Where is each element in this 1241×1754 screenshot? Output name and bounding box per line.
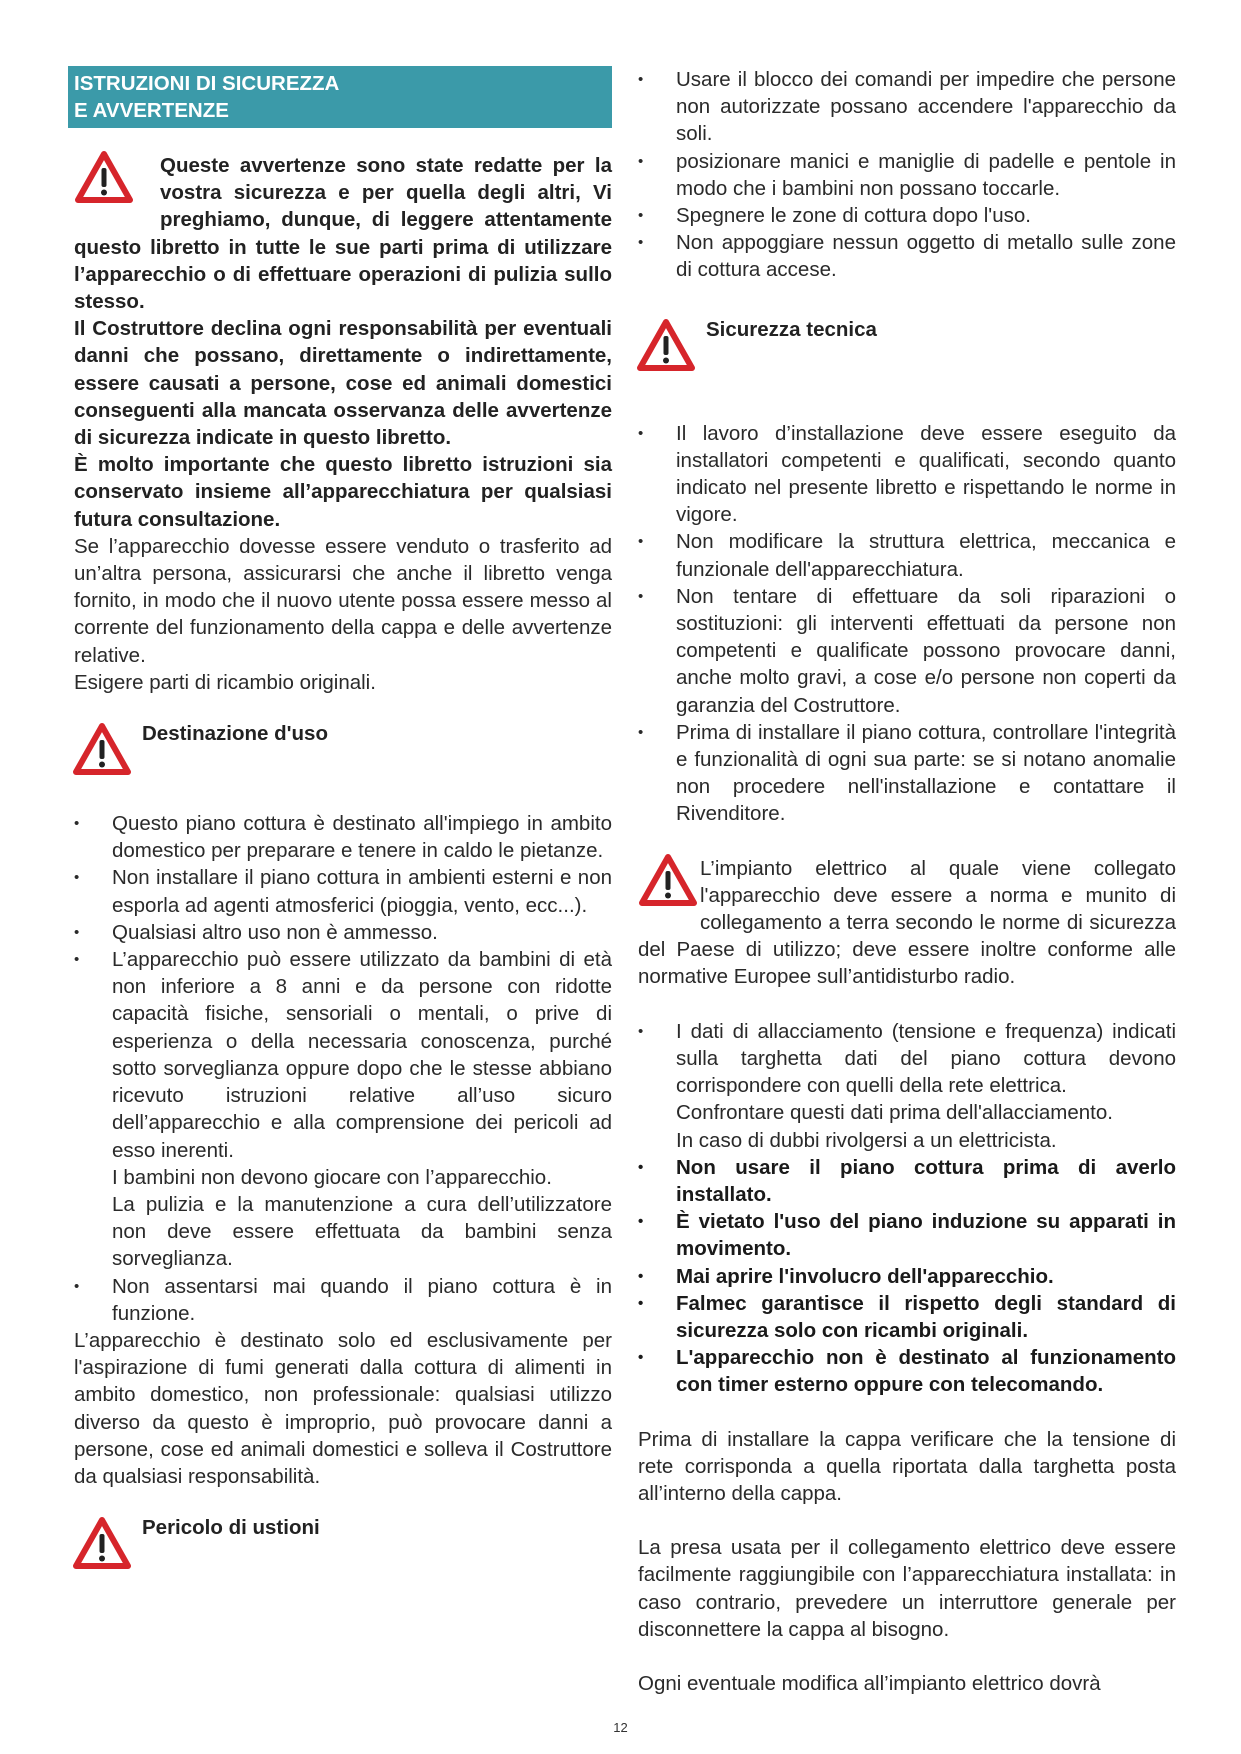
section-title-line1: ISTRUZIONI DI SICUREZZA bbox=[74, 72, 340, 95]
spacer bbox=[638, 1643, 1176, 1670]
paragraph-tensione: Prima di installare la cappa verificare che la tensione di rete corrisponda a quella riportata dalla targhetta posta all’interno della cappa. bbox=[638, 1427, 1176, 1505]
tecnica-heading-row bbox=[638, 318, 1176, 378]
tecnica-heading: Sicurezza tecnica bbox=[706, 317, 877, 341]
list-item: • Mai aprire l'involucro dell'apparecchio. bbox=[638, 1263, 1176, 1290]
paragraph-presa: La presa usata per il collegamento elettrico deve essere facilmente raggiungibile con l’apparecchiatura installata: in caso contrario, prevedere un interruttore generale per disconnettere la cappa al bisogno. bbox=[638, 1536, 1176, 1641]
warning-triangle-icon bbox=[72, 1516, 142, 1576]
dati-sub-1: Confrontare questi dati prima dell'allacciamento. bbox=[676, 1101, 1113, 1125]
right-column bbox=[638, 66, 1176, 1697]
intro-normal-2: Esigere parti di ricambio originali. bbox=[74, 670, 376, 694]
list-item: • Non usare il piano cottura prima di averlo installato. bbox=[638, 1154, 1176, 1208]
intro-warning bbox=[74, 152, 612, 696]
warning-triangle-icon bbox=[636, 318, 706, 378]
warning-triangle-icon bbox=[72, 722, 142, 782]
dati-list bbox=[638, 1018, 1176, 1100]
spacer bbox=[638, 828, 1176, 855]
paragraph-modifica: Ogni eventuale modifica all’impianto elettrico dovrà bbox=[638, 1671, 1101, 1695]
list-item: • Questo piano cottura è destinato all'impiego in ambito domestico per preparare e tenere in caldo le pietanze. bbox=[74, 810, 612, 864]
page-number: 12 bbox=[613, 1720, 628, 1735]
list-item: • Il lavoro d’installazione deve essere eseguito da installatori competenti e qualificati, secondo quanto indicato nel presente libretto e rispettando le norme in vigore. bbox=[638, 420, 1176, 529]
list-item: • Non assentarsi mai quando il piano cottura è in funzione. bbox=[74, 1273, 612, 1327]
destinazione-heading-row bbox=[74, 722, 612, 782]
list-item: • posizionare manici e maniglie di padelle e pentole in modo che i bambini non possano toccarle. bbox=[638, 148, 1176, 202]
spacer bbox=[638, 991, 1176, 1018]
destinazione-closing: L’apparecchio è destinato solo ed esclusivamente per l'aspirazione di fumi generati dalla cottura di alimenti in ambito domestico, non professionale: qualsiasi utilizzo diverso da questo è improprio, può provocare danni a persone, cose ed animali domestici e solleva il Costruttore da qualsiasi responsabilità. bbox=[74, 1328, 612, 1488]
list-item: • Non modificare la struttura elettrica, meccanica e funzionale dell'apparecchiatura. bbox=[638, 528, 1176, 582]
list-item: • Usare il blocco dei comandi per impedire che persone non autorizzate possano accendere l'apparecchio da soli. bbox=[638, 66, 1176, 148]
ustioni-heading-row bbox=[74, 1516, 612, 1576]
impianto-warning bbox=[638, 855, 1176, 991]
list-item: • Prima di installare il piano cottura, controllare l'integrità e funzionalità di ogni sua parte: se si notano anomalie non procedere nell'installazione e contattare il Rivenditore. bbox=[638, 719, 1176, 828]
list-item: • Non appoggiare nessun oggetto di metallo sulle zone di cottura accese. bbox=[638, 229, 1176, 283]
intro-bold-2: Il Costruttore declina ogni responsabilità per eventuali danni che possano, direttamente o indirettamente, essere causati a persone, cose ed animali domestici conseguenti alla mancata osservanza delle avvertenze di sicurezza indicate in questo libretto. bbox=[74, 317, 612, 450]
list-item: • Falmec garantisce il rispetto degli standard di sicurezza solo con ricambi originali. bbox=[638, 1290, 1176, 1344]
list-item: • Non installare il piano cottura in ambienti esterni e non esporla ad agenti atmosferici (pioggia, vento, ecc...). bbox=[74, 864, 612, 918]
intro-bold-1: Queste avvertenze sono state redatte per la vostra sicurezza e per quella degli altri, Vi preghiamo, dunque, di leggere attentamente questo libretto in tutte le sue parti prima di utilizzare l’apparecchio o di effettuare operazioni di pulizia sullo stesso. bbox=[74, 154, 612, 314]
destinazione-list bbox=[74, 810, 612, 1164]
list-item: • Non tentare di effettuare da soli riparazioni o sostituzioni: gli interventi effettuati da persone non competenti e qualificate possono provocare danni, anche molto gravi, a cose e/o persone non coperti da garanzia del Costruttore. bbox=[638, 583, 1176, 719]
list-item: • I dati di allacciamento (tensione e frequenza) indicati sulla targhetta dati del piano cottura devono corrispondere con quelli della rete elettrica. bbox=[638, 1018, 1176, 1100]
intro-bold-3: È molto importante che questo libretto istruzioni sia conservato insieme all’apparecchiatura per qualsiasi futura consultazione. bbox=[74, 453, 612, 531]
right-top-list bbox=[638, 66, 1176, 284]
list-item: • Spegnere le zone di cottura dopo l'uso. bbox=[638, 202, 1176, 229]
section-title-line2: E AVVERTENZE bbox=[74, 99, 229, 122]
destinazione-heading: Destinazione d'uso bbox=[142, 722, 328, 746]
warning-triangle-icon bbox=[638, 853, 688, 913]
destinazione-list-2 bbox=[74, 1273, 612, 1327]
warning-triangle-icon bbox=[74, 150, 144, 210]
impianto-text: L’impianto elettrico al quale viene collegato l'apparecchio deve essere a norma e munito di collegamento a terra secondo le norme di sicurezza del Paese di utilizzo; deve essere inoltre conforme alle normative Europee sull’antidisturbo radio. bbox=[638, 856, 1176, 989]
strong-list bbox=[638, 1154, 1176, 1399]
destinazione-sub-1: I bambini non devono giocare con l’apparecchio. bbox=[112, 1165, 552, 1189]
dati-sub-2: In caso di dubbi rivolgersi a un elettricista. bbox=[676, 1128, 1057, 1152]
ustioni-heading: Pericolo di ustioni bbox=[142, 1516, 320, 1540]
left-column bbox=[74, 66, 612, 1604]
intro-normal-1: Se l’apparecchio dovesse essere venduto o trasferito ad un’altra persona, assicurarsi che anche il libretto venga fornito, in modo che il nuovo utente possa essere messo al corrente del funzionamento della cappa e delle avvertenze relative. bbox=[74, 534, 612, 667]
list-item: • Qualsiasi altro uso non è ammesso. bbox=[74, 919, 612, 946]
destinazione-sub-2: La pulizia e la manutenzione a cura dell’utilizzatore non deve essere effettuata da bambini senza sorveglianza. bbox=[112, 1192, 612, 1271]
list-item: • L’apparecchio può essere utilizzato da bambini di età non inferiore a 8 anni e da persone con ridotte capacità fisiche, sensoriali o mentali, o prive di esperienza o della necessaria conoscenza, purché sotto sorveglianza oppure dopo che le stesse abbiano ricevuto istruzioni relative all’uso sicuro dell’apparecchio e alla comprensione dei pericoli ad esso inerenti. bbox=[74, 946, 612, 1164]
tecnica-list bbox=[638, 420, 1176, 828]
list-item: • È vietato l'uso del piano induzione su apparati in movimento. bbox=[638, 1208, 1176, 1262]
section-title bbox=[68, 66, 612, 128]
list-item: • L'apparecchio non è destinato al funzionamento con timer esterno oppure con telecomando. bbox=[638, 1344, 1176, 1398]
spacer bbox=[638, 1507, 1176, 1534]
spacer bbox=[638, 1399, 1176, 1426]
